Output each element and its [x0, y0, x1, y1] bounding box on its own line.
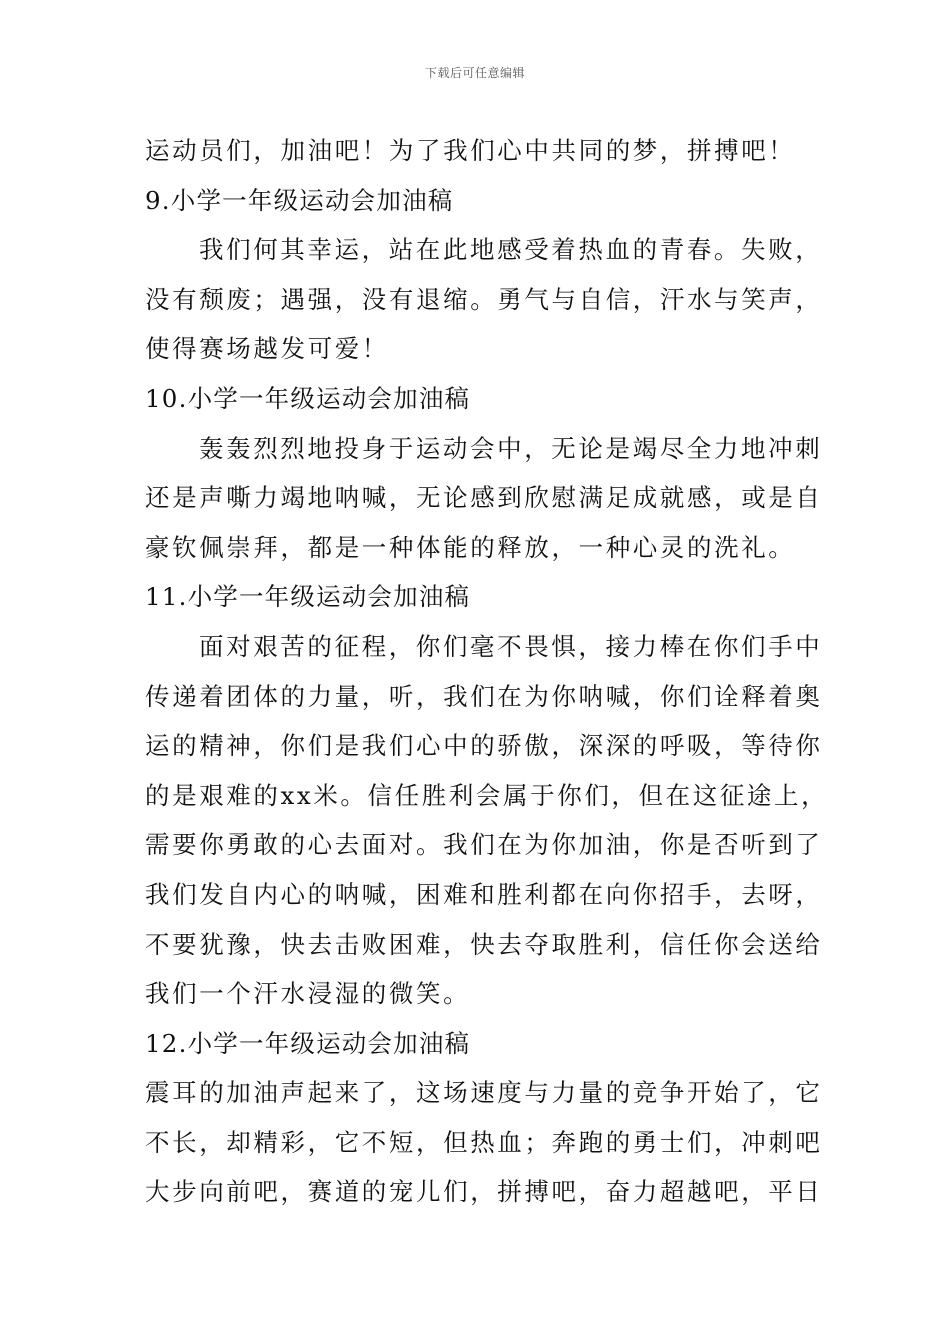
paragraph-line: 我们发自内心的呐喊，困难和胜利都在向你招手，去呀，: [145, 879, 823, 909]
paragraph-line: 传递着团体的力量，听，我们在为你呐喊，你们诠释着奥: [145, 681, 823, 711]
paragraph-line: 不要犹豫，快去击败困难，快去夺取胜利，信任你会送给: [145, 929, 823, 959]
section-heading: 9.小学一年级运动会加油稿: [145, 185, 454, 215]
paragraph-line: 还是声嘶力竭地呐喊，无论感到欣慰满足成就感，或是自: [145, 483, 823, 513]
paragraph-line: 没有颓废；遇强，没有退缩。勇气与自信，汗水与笑声，: [145, 284, 823, 314]
paragraph-line: 震耳的加油声起来了，这场速度与力量的竞争开始了，它: [145, 1078, 823, 1108]
page-header: 下载后可任意编辑: [424, 66, 525, 80]
paragraph-line: 使得赛场越发可爱！: [145, 334, 389, 364]
section-heading: 11.小学一年级运动会加油稿: [145, 582, 471, 612]
paragraph-line: 不长，却精彩，它不短，但热血；奔跑的勇士们，冲刺吧: [145, 1127, 823, 1157]
document-body: [145, 131, 829, 1222]
paragraph-line: 运的精神，你们是我们心中的骄傲，深深的呼吸，等待你: [145, 731, 823, 761]
paragraph-line: 运动员们，加油吧！为了我们心中共同的梦，拼搏吧！: [145, 136, 796, 165]
paragraph-line: 面对艰苦的征程，你们毫不畏惧，接力棒在你们手中: [199, 631, 823, 661]
paragraph-line: 我们何其幸运，站在此地感受着热血的青春。失败，: [199, 235, 823, 265]
section-heading: 10.小学一年级运动会加油稿: [145, 383, 471, 413]
paragraph-line: 我们一个汗水浸湿的微笑。: [145, 979, 471, 1009]
paragraph-line: 的是艰难的xx米。信任胜利会属于你们，但在这征途上，: [145, 780, 829, 810]
paragraph-line: 需要你勇敢的心去面对。我们在为你加油，你是否听到了: [145, 830, 823, 860]
paragraph-line: 豪钦佩崇拜，都是一种体能的释放，一种心灵的洗礼。: [145, 532, 796, 562]
paragraph-line: 大步向前吧，赛道的宠儿们，拼搏吧，奋力超越吧，平日: [145, 1177, 823, 1207]
section-heading: 12.小学一年级运动会加油稿: [145, 1028, 471, 1058]
paragraph-line: 轰轰烈烈地投身于运动会中，无论是竭尽全力地冲刺: [199, 433, 823, 463]
